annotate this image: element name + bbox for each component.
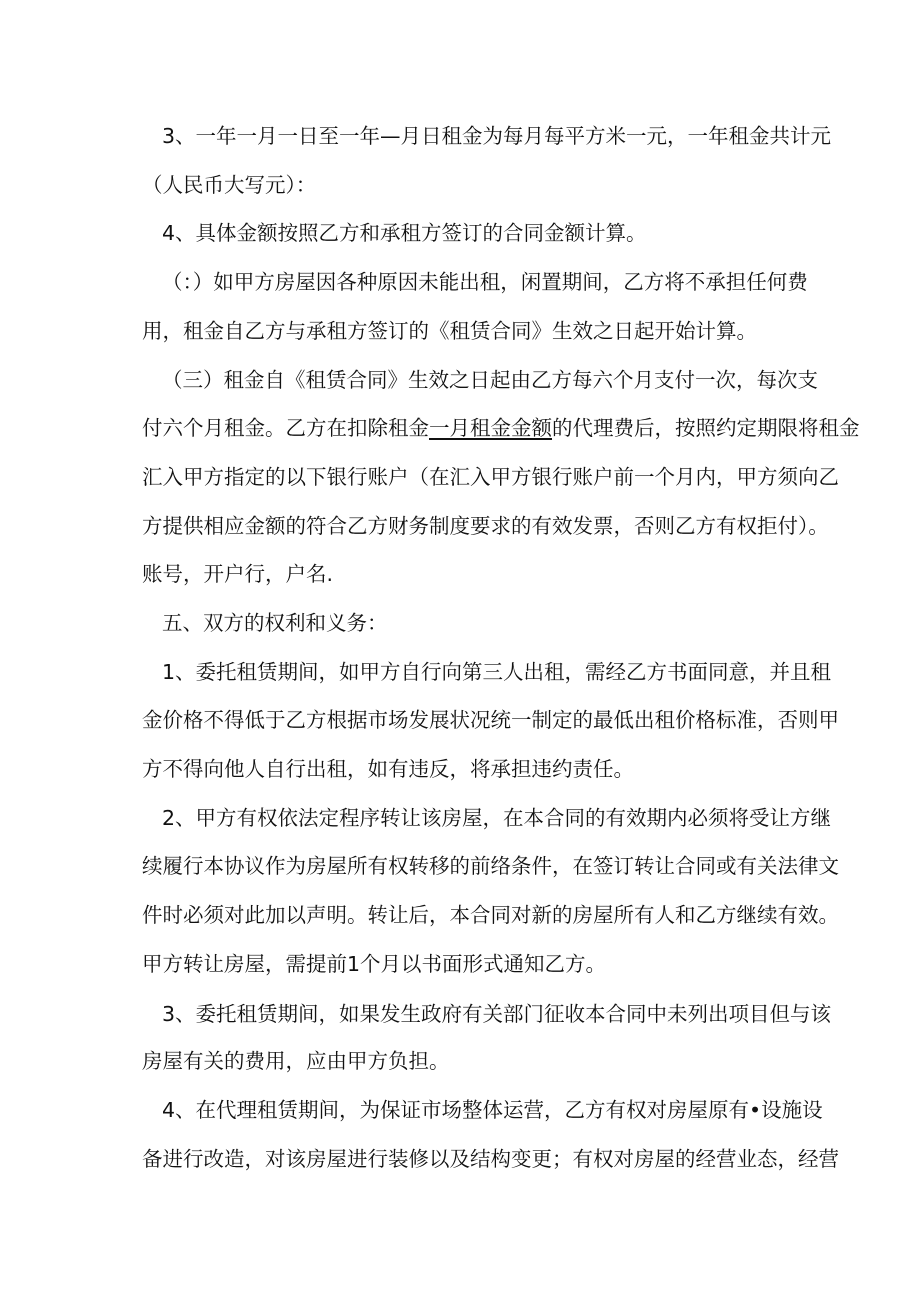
text-line: 账号，开户行，户名. <box>142 562 334 586</box>
text-line: 续履行本协议作为房屋所有权转移的前络条件，在签订转让合同或有关法律文 <box>142 854 839 878</box>
text-line: 件时必须对此加以声明。转让后，本合同对新的房屋所有人和乙方继续有效。 <box>142 903 839 927</box>
text-line: 1、委托租赁期间，如甲方自行向第三人出租，需经乙方书面同意，并且租 <box>162 660 832 684</box>
text-segment: 的代理费后，按照约定期限将租金 <box>552 416 860 440</box>
text-line: 方提供相应金额的符合乙方财务制度要求的有效发票，否则乙方有权拒付）。 <box>142 514 829 538</box>
text-line: （：）如甲方房屋因各种原因未能出租，闲置期间，乙方将不承担任何费 <box>162 270 808 294</box>
text-line: 4、具体金额按照乙方和承租方签订的合同金额计算。 <box>162 221 647 245</box>
text-line: 用，租金自乙方与承租方签订的《租赁合同》生效之日起开始计算。 <box>142 319 757 343</box>
text-line: 4、在代理租赁期间，为保证市场整体运营，乙方有权对房屋原有•设施设 <box>162 1098 823 1122</box>
section-heading: 五、双方的权利和义务： <box>162 611 388 635</box>
text-line: 备进行改造，对该房屋进行装修以及结构变更；有权对房屋的经营业态，经营 <box>142 1147 839 1171</box>
text-line: 汇入甲方指定的以下银行账户（在汇入甲方银行账户前一个月内，甲方须向乙 <box>142 465 839 489</box>
text-line: 房屋有关的费用，应由甲方负担。 <box>142 1049 450 1073</box>
text-line: （三）租金自《租赁合同》生效之日起由乙方每六个月支付一次，每次支 <box>162 368 818 392</box>
text-line: 3、一年一月一日至一年—月日租金为每月每平方米一元，一年租金共计元 <box>162 124 832 148</box>
text-line <box>142 414 920 442</box>
text-line: （人民币大写元）： <box>142 173 317 197</box>
underlined-amount: 一月租金金额 <box>429 416 552 440</box>
text-line: 方不得向他人自行出租，如有违反，将承担违约责任。 <box>142 757 634 781</box>
text-line: 2、甲方有权依法定程序转让该房屋，在本合同的有效期内必须将受让方继 <box>162 806 832 830</box>
text-line: 3、委托租赁期间，如果发生政府有关部门征收本合同中未列出项目但与该 <box>162 1002 832 1026</box>
text-line: 金价格不得低于乙方根据市场发展状况统一制定的最低出租价格标准，否则甲 <box>142 708 839 732</box>
text-line: 甲方转让房屋，需提前1个月以书面形式通知乙方。 <box>142 952 607 976</box>
text-segment: 付六个月租金。乙方在扣除租金 <box>142 416 429 440</box>
